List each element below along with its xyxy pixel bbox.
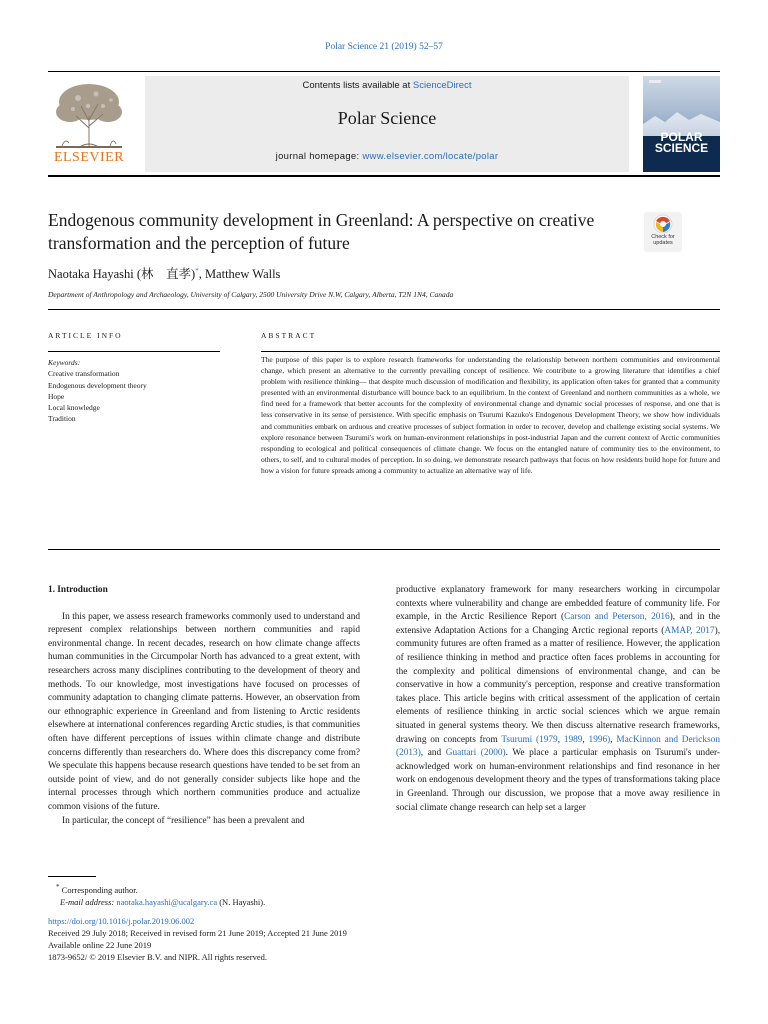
body-left-column — [48, 584, 360, 828]
footnote-mark: * — [56, 883, 60, 891]
body-text: productive explanatory framework for many researchers working in circumpolar contexts where vulnerability and change are embedded feature of community life. For example, in the Arctic Resilience Report ( — [396, 585, 720, 623]
intro-paragraph-1: In this paper, we assess research frameworks commonly used to understand and represent complex relationships between northern communities and rapid environmental change. In recent decades, research on how climate change affects human communities in the Circumpolar North has advanced to a great extent, with researchers across many disciplines contributing to the development of theory and methods. To our knowledge, most investigations have focused on processes of community adaptation to changing climate patterns. However, an observation from our ethnographic experience in Greenland and from listening to Arctic residents elsewhere at international conferences regarding Arctic studies, is that communities often have different perceptions of issues within climate change and distribute concerns differently than researchers do. Where does this discrepancy come from? We speculate this happens because research questions have tended to be set from an outside point of view, and do not generally consider subjects like hope and the internal processes through which northern communities produce and actualize common visions of the future. — [48, 611, 360, 812]
journal-name: Polar Science — [337, 108, 437, 128]
doi-link[interactable]: https://doi.org/10.1016/j.polar.2019.06.002 — [48, 916, 195, 926]
body-text: , — [582, 734, 589, 745]
article-info-rule — [48, 351, 220, 352]
body-text: . We place a particular emphasis on Tsurumi's under-acknowledged work on human-environment relationships and find resonance in her work on endogenous development theory and the types of transformations taking place in Greenland. Through our discussion, we propose that a move away resilience in social climate change research can help set a larger — [396, 748, 720, 813]
author-list — [48, 264, 648, 282]
body-text: , and — [420, 748, 446, 759]
section-title-introduction: 1. Introduction — [48, 585, 108, 595]
cover-title: POLAR SCIENCE — [654, 130, 709, 155]
keyword-item: Creative transformation — [48, 369, 120, 379]
citation-link[interactable]: Tsurumi (1979 — [501, 734, 558, 745]
homepage-line — [145, 151, 629, 162]
homepage-link[interactable]: www.elsevier.com/locate/polar — [362, 151, 499, 162]
check-for-updates-badge[interactable] — [644, 212, 682, 252]
corresponding-label: Corresponding author. — [61, 884, 138, 895]
citation-link[interactable]: Guattari (2000) — [445, 748, 506, 759]
citation-link[interactable]: MacKinnon and Derickson (2013) — [396, 734, 720, 759]
keyword-item: Hope — [48, 391, 65, 401]
affiliation-rule — [48, 309, 720, 310]
cover-landscape-icon — [643, 76, 720, 172]
abstract-rule — [261, 351, 720, 352]
body-text: , — [557, 734, 564, 745]
crossmark-icon — [644, 213, 682, 235]
citation-link[interactable]: Carson and Peterson, 2016 — [564, 612, 670, 623]
publication-info — [48, 915, 548, 963]
article-title: Endogenous community development in Greenland: A perspective on creative transformation and the perception of future — [48, 210, 595, 253]
homepage-label: journal homepage: — [275, 151, 363, 162]
abstract-heading: ABSTRACT — [261, 331, 317, 340]
keywords-label: Keywords: — [48, 358, 81, 367]
author-separator: , — [198, 267, 205, 281]
email-label: E-mail address: — [60, 896, 117, 907]
available-online: Available online 22 June 2019 — [48, 940, 152, 950]
contents-line — [145, 80, 629, 91]
email-note — [48, 896, 468, 908]
email-link[interactable]: naotaka.hayashi@ucalgary.ca — [116, 896, 218, 907]
body-text: , — [610, 734, 617, 745]
intro-paragraph-2: In particular, the concept of “resilience” has been a prevalent and — [62, 815, 305, 826]
keyword-item: Endogenous development theory — [48, 380, 147, 390]
citation-link[interactable]: AMAP, 2017 — [664, 625, 715, 636]
keyword-item: Tradition — [48, 414, 76, 424]
crossmark-label: Check for updates — [651, 234, 675, 246]
footnote-rule — [48, 876, 96, 877]
header-top-rule — [48, 71, 720, 72]
citation-link[interactable]: 1989 — [563, 734, 583, 745]
copyright-notice: 1873-9652/ © 2019 Elsevier B.V. and NIPR. All rights reserved. — [48, 952, 268, 962]
author-hayashi: Naotaka Hayashi (林 直孝) — [48, 267, 196, 281]
keyword-item: Local knowledge — [48, 403, 100, 413]
author-walls: Matthew Walls — [204, 267, 281, 281]
sciencedirect-link[interactable]: ScienceDirect — [412, 80, 472, 91]
author-affiliation: Department of Anthropology and Archaeology, University of Calgary, 2500 University Drive N.W, Calgary, Alberta, T2N 1N4, Canada — [48, 290, 454, 299]
abstract-bottom-rule — [48, 549, 720, 550]
elsevier-wordmark: ELSEVIER — [53, 150, 125, 165]
contents-prefix: Contents lists available at — [302, 80, 413, 91]
journal-reference[interactable]: Polar Science 21 (2019) 52–57 — [325, 42, 443, 52]
email-suffix: (N. Hayashi). — [217, 896, 266, 907]
footnotes — [48, 881, 468, 908]
body-right-column — [396, 584, 720, 815]
body-text: ), and in the extensive Adaptation Actions for a Changing Arctic regional reports ( — [396, 612, 721, 636]
body-text: ), community futures are often framed as a matter of resilience. However, the application of resilience thinking in method and practice often faces problems in accounting for the complexity and political dimensions of environmental change, and can be conservative in how a community's perception, response and creative transformation takes place. This article begins with critical assessment of the application of certain elements of resilience thinking in arctic social sciences which we argue remain situated in general systems theory. We then discuss alternative research frameworks, drawing on concepts from — [396, 625, 721, 745]
journal-cover-image[interactable] — [643, 76, 720, 172]
citation-link[interactable]: 1996) — [588, 734, 611, 745]
corresponding-author-note — [48, 881, 468, 896]
header-bottom-rule — [48, 175, 720, 177]
keywords-block — [48, 357, 220, 425]
intro-paragraph-continued — [396, 584, 720, 815]
abstract-text: The purpose of this paper is to explore research frameworks for understanding the relationship between northern communities and environmental change, which present an alternative to the currently prevailing concept of resilience. We contribute to a growing literature that identifies a chief problem with resilience thinking— that despite much discussion of modification and flexibility, its application often takes for granted that a community presented with an environmental disturbance will bounce back to an equilibrium. In the context of Greenland and northern communities as a whole, we find need for a framework that better accounts for the complexity of environmental change and dynamic social processes of response, and one that is less conservative in its sense of persistence. With specific emphasis on Tsurumi Kazuko's Endogenous Development Theory, we show how individuals and communities embark on arduous and creative processes of subject formation in order to recover, develop and challenge existing social systems. We explore resonance between Tsurumi's work on human-environment relationships in post-industrial Japan and the current context of Arctic communities responding to ecological and political consequences of climate change. We focus on the entangled nature of community ties to the environment, to others, to self, and to cultural modes of perception. In so doing, we demonstrate research pathways that focus on how residents build hope for future and how a vision for future spreads among a community to actualize an alternative way of life. — [261, 355, 720, 475]
corresponding-author-mark[interactable]: * — [195, 266, 199, 275]
article-info-heading: ARTICLE INFO — [48, 331, 123, 340]
received-dates: Received 29 July 2018; Received in revised form 21 June 2019; Accepted 21 June 2019 — [48, 928, 347, 938]
